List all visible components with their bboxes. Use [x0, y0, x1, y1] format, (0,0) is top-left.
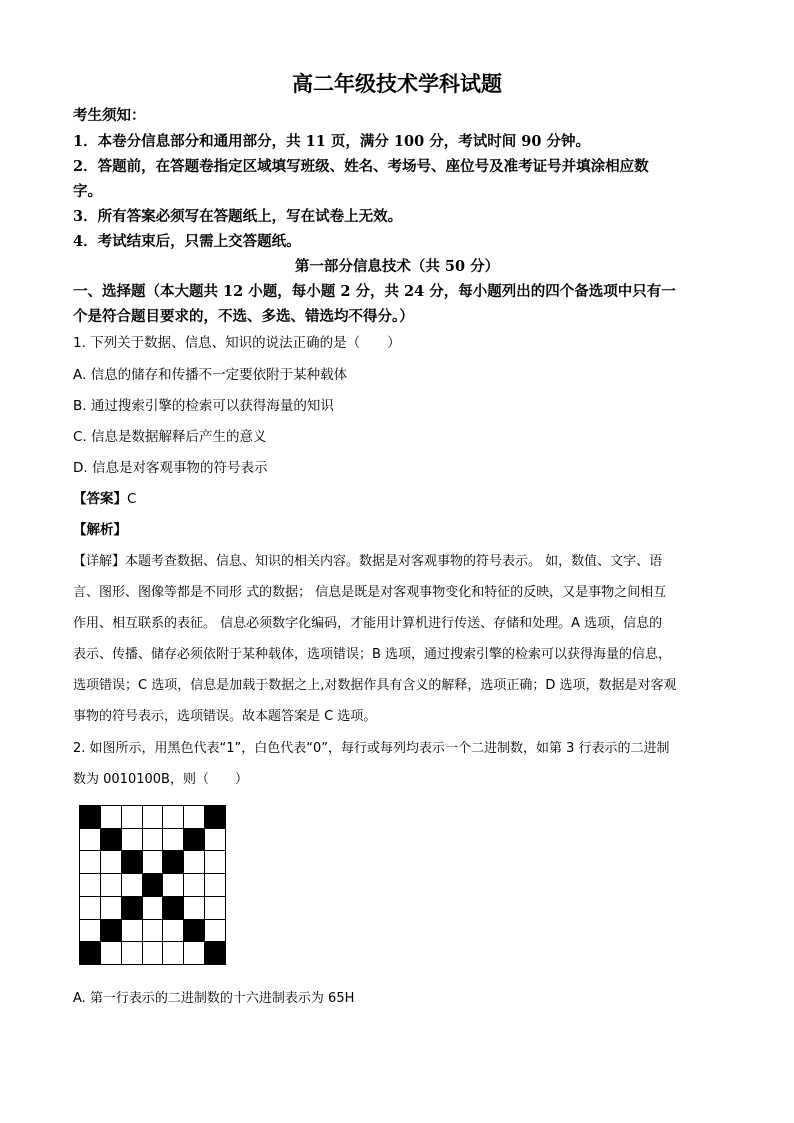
page-title: 高二年级技术学科试题 — [292, 71, 502, 96]
part-title: 第一部分信息技术（共 50 分） — [294, 258, 500, 275]
grid-cell-r4-c1 — [80, 874, 101, 897]
grid-cell-r2-c2 — [101, 829, 122, 852]
grid-cell-r2-c3 — [122, 829, 143, 852]
grid-cell-r7-c4 — [143, 942, 164, 965]
grid-cell-r2-c5 — [163, 829, 184, 852]
question-1-option-b: B. 通过搜索引擎的检索可以获得海量的知识 — [73, 398, 334, 414]
grid-cell-r5-c7 — [205, 897, 226, 920]
notice-item: 2．答题前，在答题卷指定区域填写班级、姓名、考场号、座位号及准考证号并填涂相应数 — [73, 158, 649, 175]
grid-cell-r1-c2 — [101, 806, 122, 829]
grid-cell-r7-c5 — [163, 942, 184, 965]
detail-line: 言、图形、图像等都是不同形 式的数据； 信息是既是对客观事物变化和特征的反映，又是事物之间相互 — [73, 585, 667, 600]
question-2-stem-cont: 数为 0010100B，则（ ） — [73, 772, 248, 787]
grid-cell-r6-c4 — [143, 920, 164, 943]
grid-cell-r2-c7 — [205, 829, 226, 852]
grid-cell-r7-c2 — [101, 942, 122, 965]
grid-cell-r3-c1 — [80, 851, 101, 874]
binary-pixel-grid — [79, 805, 226, 965]
grid-cell-r2-c6 — [184, 829, 205, 852]
grid-cell-r1-c7 — [205, 806, 226, 829]
grid-cell-r4-c7 — [205, 874, 226, 897]
grid-cell-r3-c3 — [122, 851, 143, 874]
detail-line: 事物的符号表示，选项错误。故本题答案是 C 选项。 — [73, 709, 377, 724]
grid-cell-r3-c6 — [184, 851, 205, 874]
grid-cell-r5-c5 — [163, 897, 184, 920]
grid-cell-r1-c1 — [80, 806, 101, 829]
grid-cell-r4-c3 — [122, 874, 143, 897]
grid-cell-r7-c6 — [184, 942, 205, 965]
grid-cell-r1-c4 — [143, 806, 164, 829]
grid-cell-r5-c6 — [184, 897, 205, 920]
detail-line: 【详解】本题考查数据、信息、知识的相关内容。数据是对客观事物的符号表示。 如，数值、文字、语 — [73, 554, 663, 569]
question-2-option-a: A. 第一行表示的二进制数的十六进制表示为 65H — [73, 991, 355, 1006]
detail-line: 选项错误；C 选项，信息是加载于数据之上,对数据作具有含义的解释，选项正确；D 选项，数据是对客观 — [73, 678, 677, 693]
grid-cell-r6-c7 — [205, 920, 226, 943]
grid-cell-r5-c3 — [122, 897, 143, 920]
notice-item: 4．考试结束后，只需上交答题纸。 — [73, 233, 301, 250]
question-1-option-d: D. 信息是对客观事物的符号表示 — [73, 460, 268, 476]
answer-label: 【答案】 — [73, 491, 127, 507]
grid-cell-r1-c5 — [163, 806, 184, 829]
answer-value: C — [127, 491, 137, 507]
grid-cell-r6-c2 — [101, 920, 122, 943]
grid-cell-r2-c1 — [80, 829, 101, 852]
notice-item: 3．所有答案必须写在答题纸上，写在试卷上无效。 — [73, 208, 403, 225]
grid-cell-r5-c2 — [101, 897, 122, 920]
section-heading-cont: 个是符合题目要求的，不选、多选、错选均不得分。） — [73, 308, 414, 325]
detail-line: 表示、传播、储存必须依附于某种载体，选项错误；B 选项，通过搜索引擎的检索可以获得海量的信息， — [73, 647, 672, 662]
question-1-option-c: C. 信息是数据解释后产生的意义 — [73, 429, 267, 445]
notice-heading: 考生须知： — [73, 107, 146, 124]
grid-cell-r3-c5 — [163, 851, 184, 874]
grid-cell-r4-c4 — [143, 874, 164, 897]
grid-cell-r7-c3 — [122, 942, 143, 965]
notice-item: 1．本卷分信息部分和通用部分，共 11 页，满分 100 分，考试时间 90 分钟。 — [73, 133, 590, 150]
grid-cell-r2-c4 — [143, 829, 164, 852]
grid-cell-r3-c4 — [143, 851, 164, 874]
grid-cell-r7-c1 — [80, 942, 101, 965]
notice-item: 字。 — [73, 183, 102, 200]
grid-cell-r3-c7 — [205, 851, 226, 874]
grid-cell-r5-c4 — [143, 897, 164, 920]
grid-cell-r1-c6 — [184, 806, 205, 829]
detail-line: 作用、相互联系的表征。 信息必须数字化编码，才能用计算机进行传送、存储和处理。A 选项，信息的 — [73, 616, 663, 631]
grid-cell-r6-c3 — [122, 920, 143, 943]
grid-cell-r3-c2 — [101, 851, 122, 874]
grid-cell-r1-c3 — [122, 806, 143, 829]
grid-cell-r4-c5 — [163, 874, 184, 897]
grid-cell-r6-c1 — [80, 920, 101, 943]
section-heading: 一、选择题（本大题共 12 小题，每小题 2 分，共 24 分，每小题列出的四个备选项中只有一 — [73, 283, 676, 300]
question-1-option-a: A. 信息的储存和传播不一定要依附于某种载体 — [73, 367, 348, 383]
grid-cell-r7-c7 — [205, 942, 226, 965]
question-1-stem: 1. 下列关于数据、信息、知识的说法正确的是（ ） — [73, 335, 401, 351]
grid-cell-r4-c6 — [184, 874, 205, 897]
grid-cell-r4-c2 — [101, 874, 122, 897]
grid-cell-r6-c5 — [163, 920, 184, 943]
analysis-label: 【解析】 — [73, 522, 127, 538]
grid-cell-r5-c1 — [80, 897, 101, 920]
answer-row — [73, 487, 136, 507]
question-2-stem: 2. 如图所示，用黑色代表“1”，白色代表“0”，每行或每列均表示一个二进制数，如第 3 行表示的二进制 — [73, 741, 670, 756]
grid-cell-r6-c6 — [184, 920, 205, 943]
